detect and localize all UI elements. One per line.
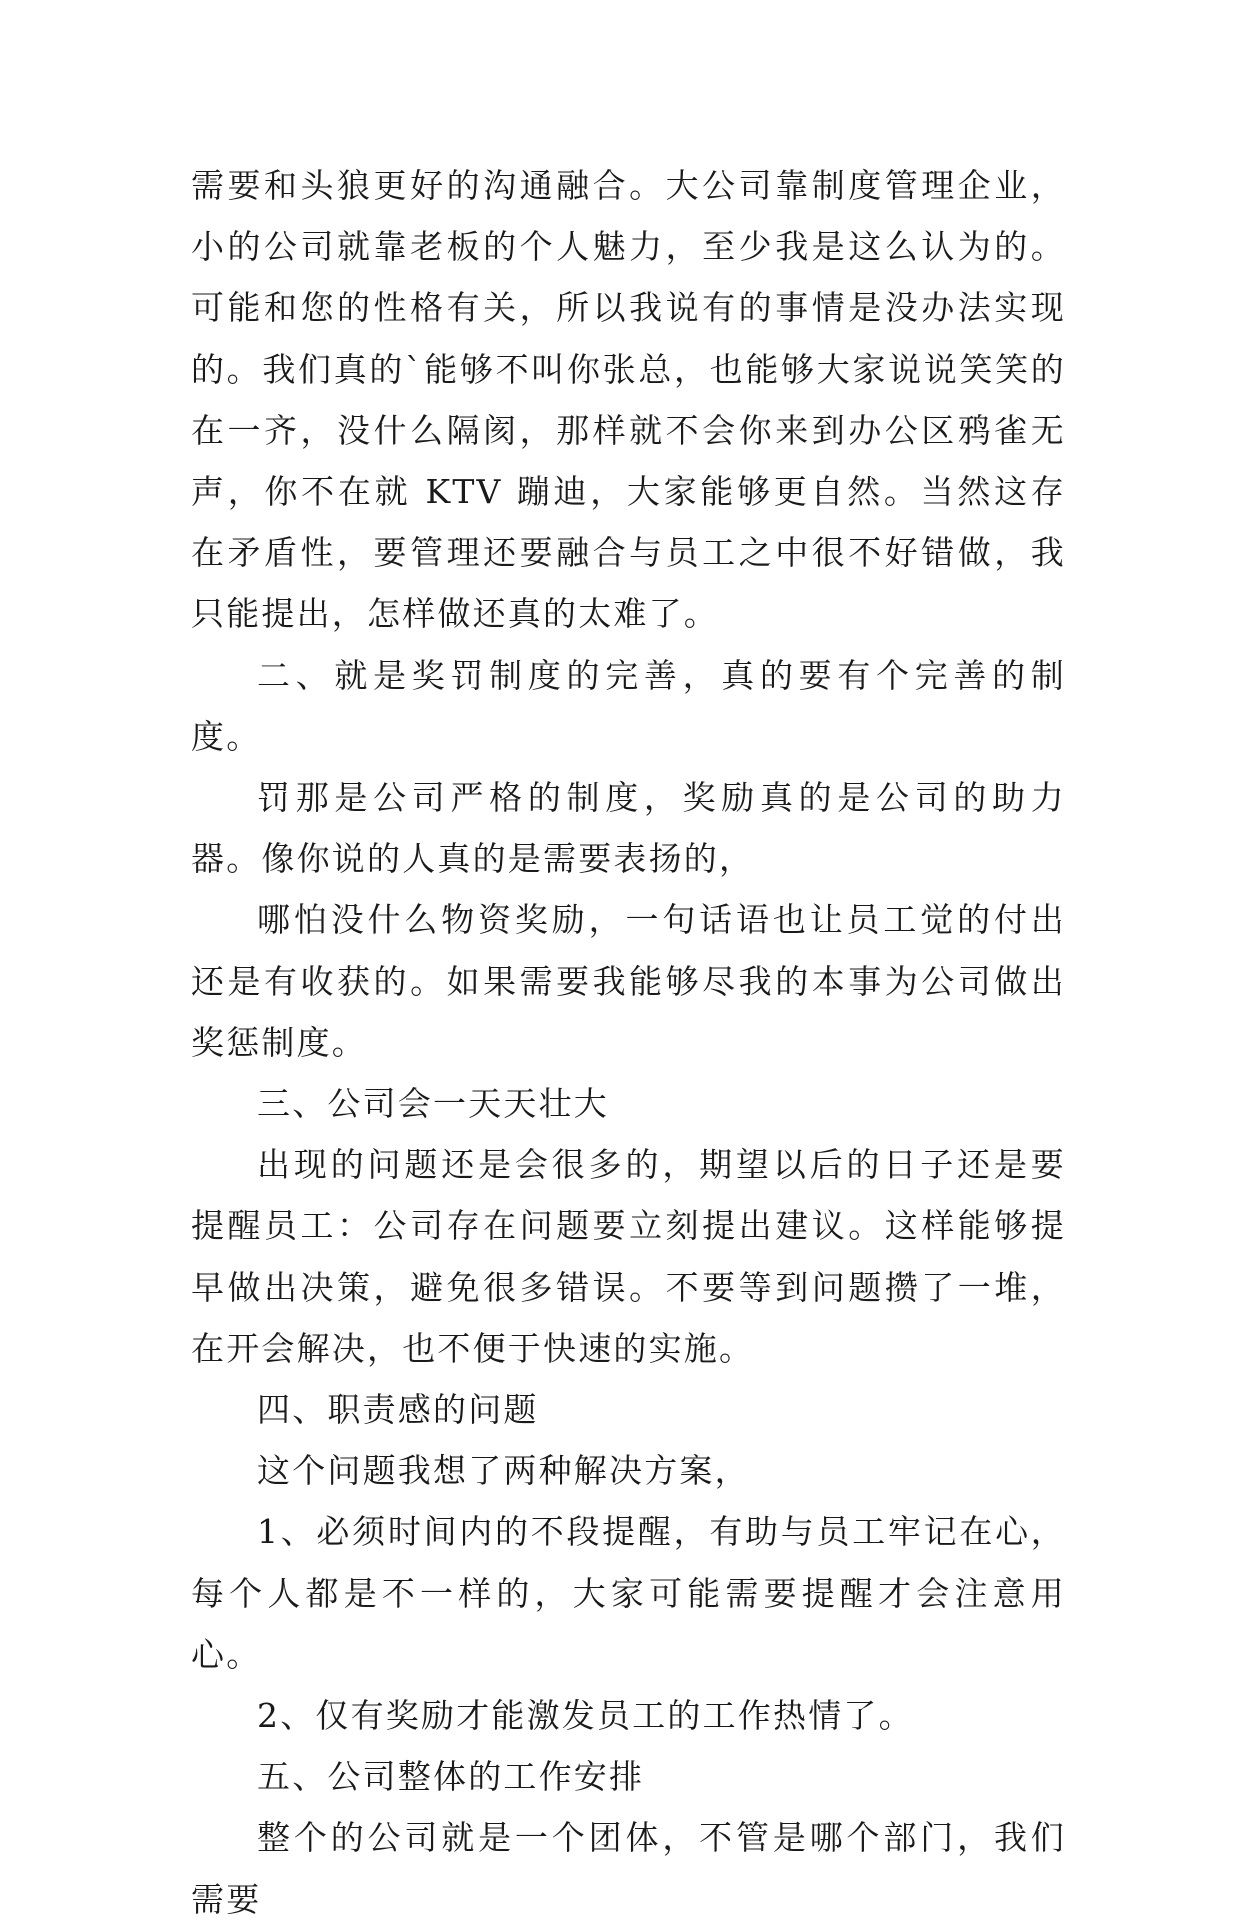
paragraph-11: 五、公司整体的工作安排 [257,1757,645,1797]
paragraph-2: 二、就是奖罚制度的完善，真的要有个完善的制度。 [191,655,1066,756]
paragraph-7: 四、职责感的问题 [257,1390,539,1430]
paragraph-8: 这个问题我想了两种解决方案， [257,1451,750,1491]
paragraph-3: 罚那是公司严格的制度，奖励真的是公司的助力器。像你说的人真的是需要表扬的， [191,778,1066,879]
document-body [191,155,1066,1930]
paragraph-10: 2、仅有奖励才能激发员工的工作热情了。 [257,1696,914,1736]
paragraph-9: 1、必须时间内的不段提醒，有助与员工牢记在心，每个人都是不一样的，大家可能需要提醒才会注意用心。 [191,1512,1066,1674]
paragraph-5: 三、公司会一天天壮大 [257,1084,609,1124]
paragraph-1: 需要和头狼更好的沟通融合。大公司靠制度管理企业，小的公司就靠老板的个人魅力，至少我是这么认为的。可能和您的性格有关，所以我说有的事情是没办法实现的。我们真的`能够不叫你张总，也能够大家说说笑笑的在一齐，没什么隔阂，那样就不会你来到办公区鸦雀无声，你不在就 KTV 蹦迪，大家能够更自然。当然这存在矛盾性，要管理还要融合与员工之中很不好错做，我只能提出，怎样做还真的太难了。 [191,166,1066,634]
paragraph-6: 出现的问题还是会很多的，期望以后的日子还是要提醒员工：公司存在问题要立刻提出建议。这样能够提早做出决策，避免很多错误。不要等到问题攒了一堆，在开会解决，也不便于快速的实施。 [191,1145,1066,1368]
paragraph-12: 整个的公司就是一个团体，不管是哪个部门，我们需要 [191,1818,1066,1919]
paragraph-4: 哪怕没什么物资奖励，一句话语也让员工觉的付出还是有收获的。如果需要我能够尽我的本事为公司做出奖惩制度。 [191,900,1066,1062]
